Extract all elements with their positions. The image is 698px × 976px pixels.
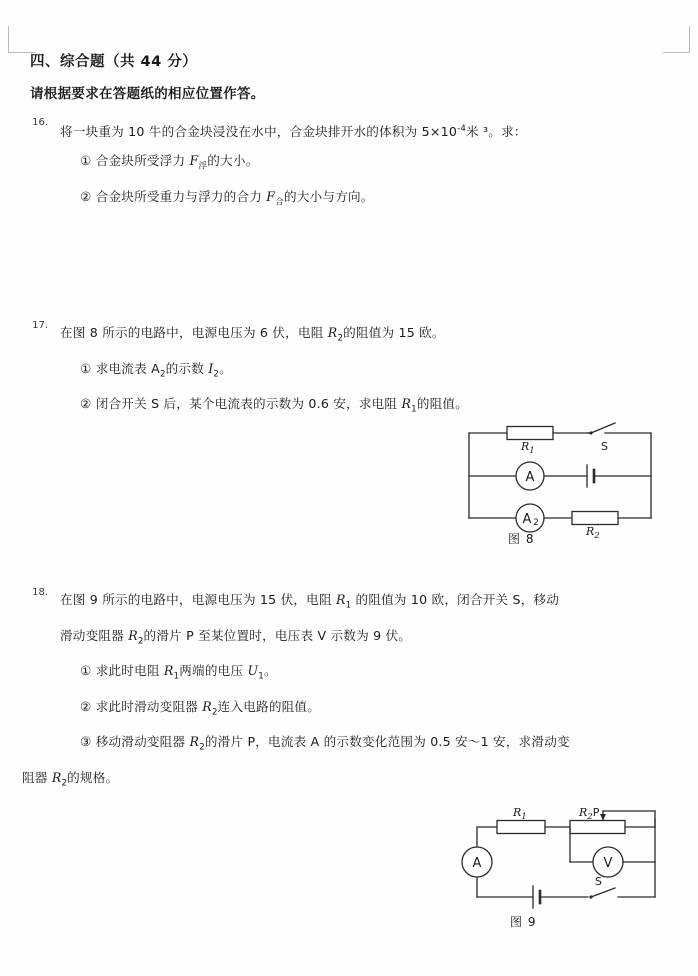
symbol-F: F [189,153,199,169]
voltmeter-V-letter: V [603,856,613,871]
sub-text-mid: 的示数 [165,360,205,376]
symbol-R: R [163,663,174,679]
symbol-U: U [247,663,259,679]
label-subscript: 1 [529,446,535,457]
label-letter: R [513,806,522,819]
symbol-subscript: 1 [345,600,352,611]
section-title: 四、综合题（共 44 分） [30,54,198,70]
sub-text-after: 连入电路的阻值。 [217,698,321,714]
stem-text-tail: 的滑片 P 至某位置时，电压表 V 示数为 9 伏。 [143,627,412,643]
stem-text: 在图 9 所示的电路中，电源电压为 15 伏，电阻 [60,592,332,607]
ammeter-A-letter: A [472,856,482,871]
question-17 [22,318,682,425]
label-letter: S [601,440,608,453]
symbol-A: A [151,360,160,376]
symbol-R: R [51,769,62,785]
sub-marker: ③ [80,734,92,750]
crop-mark-top-left [8,26,35,53]
question-18-sub-1 [80,656,682,692]
label-letter: R [579,806,588,819]
symbol-subscript: 2 [137,636,144,647]
question-18-stem-line-1 [60,585,682,621]
stem-text-tail: 的阻值为 10 欧，闭合开关 S，移动 [355,592,560,607]
symbol-subscript: 合 [275,197,285,208]
sub-marker: ② [80,396,92,412]
symbol-subscript: 2 [159,369,166,380]
switch-blade [591,423,615,433]
symbol-R: R [189,734,200,750]
symbol-R: R [128,627,138,643]
symbol-subscript: 2 [199,742,205,753]
symbol-R: R [327,325,338,340]
sub-text-mid: 的滑片 P，电流表 A 的示数变化范围为 0.5 安～1 安，求滑动变 [204,734,570,750]
symbol-subscript: 1 [258,671,264,682]
figure-9-label-R2 [579,806,599,822]
question-17-stem-tail: 的阻值为 15 欧。 [343,325,445,340]
symbol-subscript: 2 [213,369,220,380]
figure-9-label-S [595,875,602,888]
figure-9 [455,805,690,924]
sub-text: 求此时滑动变阻器 [95,698,199,714]
label-subscript: 1 [521,812,527,823]
sub-text: 求电流表 [95,360,147,376]
symbol-I: I [208,360,214,376]
question-17-sub-1 [80,354,682,390]
sub-marker: ① [80,360,92,376]
sub-text-after: 的规格。 [67,769,119,785]
sub-text: 求此时电阻 [95,663,160,679]
question-16 [22,115,682,217]
sub-text-after: 的阻值。 [416,396,468,412]
question-18-stem-line-2 [60,621,682,657]
symbol-R: R [202,698,212,714]
question-17-number: 17. [32,320,48,331]
figure-8-circuit-svg [455,418,685,538]
crop-mark-top-right [663,26,690,53]
question-16-sub-1 [80,146,682,182]
question-16-sub-2 [80,182,682,218]
sub-text: 移动滑动变阻器 [95,734,186,750]
figure-8-caption: 图 8 [508,532,535,546]
sub-marker: ① [80,153,92,169]
label-letter: R [521,440,530,453]
sub-marker: ① [80,663,92,679]
symbol-subscript: 2 [211,707,218,718]
figure-8-label-R2 [586,525,600,541]
question-16-stem-tail: 米 ³。求： [466,124,527,140]
rheostat-slider-arrow [600,814,606,821]
question-18-sub-2 [80,692,682,728]
figure-8-label-R1 [521,440,535,456]
label-subscript: 2 [594,531,600,542]
question-17-stem-text: 在图 8 所示的电路中，电源电压为 6 伏，电阻 [60,325,324,340]
ammeter-A-letter: A [525,470,535,485]
symbol-R: R [335,592,346,607]
label-letter: R [586,525,595,538]
figure-8 [455,418,685,542]
figure-8-label-S [601,440,608,453]
symbol-subscript: 2 [337,333,344,344]
ammeter-A2-subscript: 2 [533,518,539,528]
sub-marker: ② [80,188,92,204]
sub-text-after: 。 [219,360,232,376]
figure-9-label-R1 [513,806,527,822]
resistor-R1-body [507,427,553,440]
resistor-R1-body [497,821,545,834]
sub-text-after: 的大小与方向。 [284,188,374,204]
label-letter: S [595,875,602,888]
symbol-subscript: 2 [61,778,68,789]
sub-text: 合金块所受重力与浮力的合力 [95,188,263,204]
figure-9-circuit-svg [455,805,690,920]
question-17-stem [60,318,682,354]
rheostat-R2-body [570,821,625,834]
sub-text-wrap: 阻器 [22,769,48,785]
section-instruction: 请根据要求在答题纸的相应位置作答。 [30,86,265,102]
question-18-number: 18. [32,587,48,598]
label-subscript: 2 [587,812,593,823]
question-16-exponent: -4 [457,124,467,134]
question-18-sub-3 [22,727,682,798]
label-slider-P: P [592,806,600,819]
sub-text: 合金块所受浮力 [95,153,186,169]
question-18-sub-3-line-1 [80,727,682,763]
sub-marker: ② [80,698,92,714]
symbol-subscript: 1 [411,404,417,415]
symbol-F: F [266,188,276,204]
figure-9-caption: 图 9 [510,915,537,929]
sub-text: 闭合开关 S 后，某个电流表的示数为 0.6 安，求电阻 [95,396,398,412]
symbol-R: R [401,396,412,412]
question-16-stem-text: 将一块重为 10 牛的合金块浸没在水中，合金块排开水的体积为 5×10 [60,124,458,140]
question-18 [22,585,682,798]
switch-blade [591,888,615,897]
ammeter-A2-letter: A [522,512,532,527]
stem-text: 滑动变阻器 [60,627,124,643]
symbol-subscript: 1 [173,671,180,682]
question-16-number: 16. [32,117,48,128]
resistor-R2-body [572,512,618,525]
sub-text-after: 的大小。 [207,153,259,169]
question-18-sub-3-line-2 [22,763,682,799]
question-16-stem [60,115,682,146]
symbol-subscript: 浮 [198,161,208,172]
sub-text-after: 。 [263,663,277,679]
sub-text-mid: 两端的电压 [179,663,244,679]
